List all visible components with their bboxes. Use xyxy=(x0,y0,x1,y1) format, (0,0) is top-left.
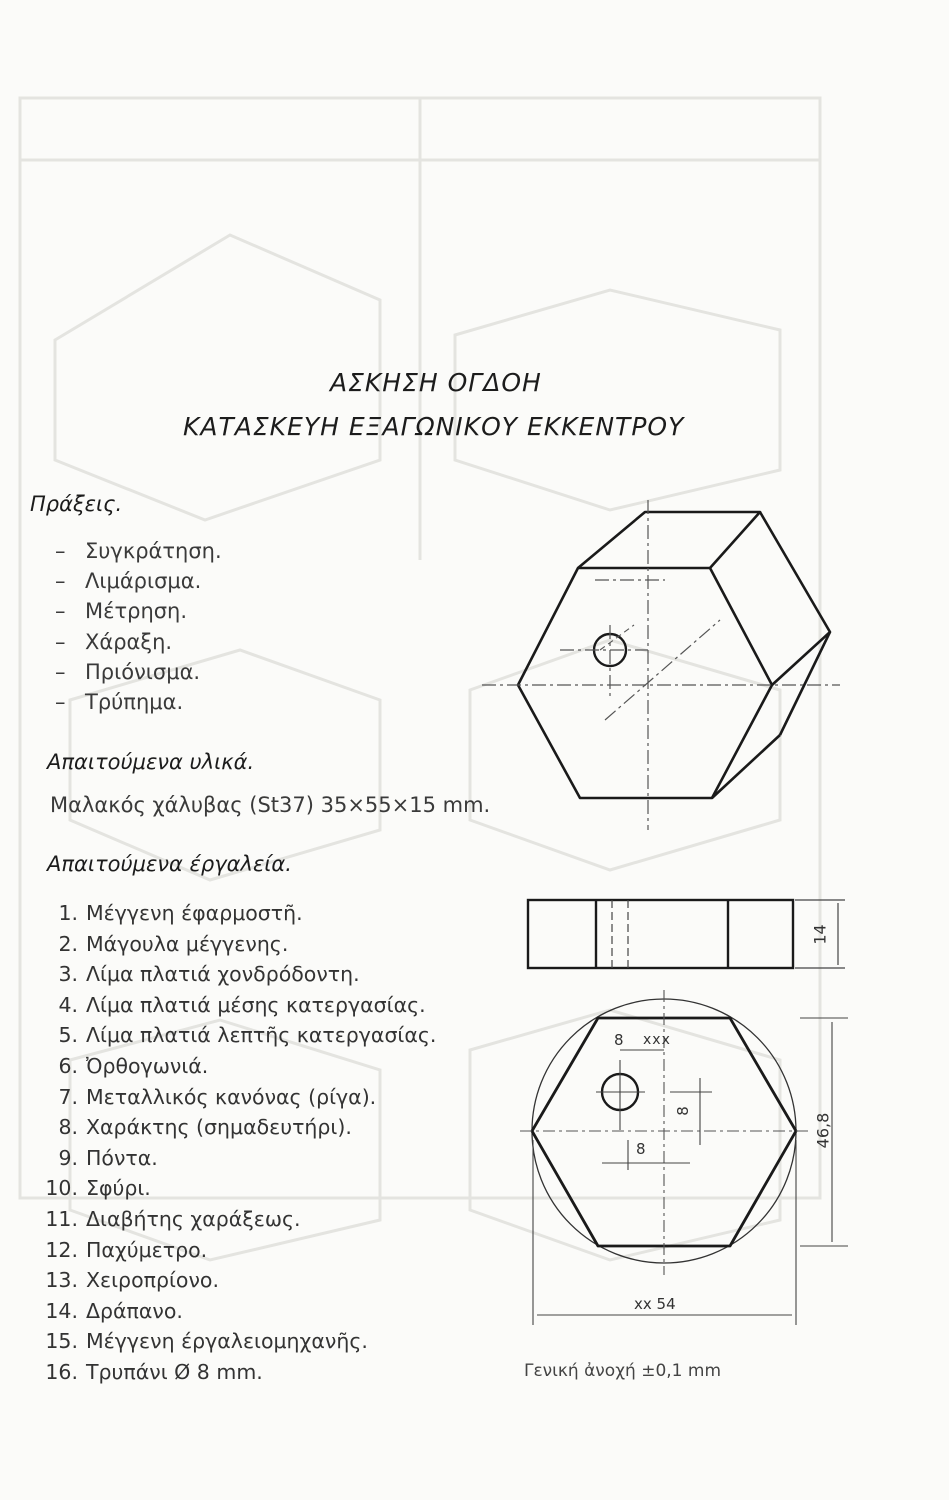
list-item: – Τρύπημα. xyxy=(55,689,184,714)
material-spec: Μαλακός χάλυβας (St37) 35×55×15 mm. xyxy=(50,793,491,817)
list-item: 16. Τρυπάνι Ø 8 mm. xyxy=(45,1359,263,1384)
height-dimension: 46,8 xyxy=(813,1112,833,1149)
list-item: 7. Μεταλλικός κανόνας (ρίγα). xyxy=(58,1084,377,1109)
tools-heading: Απαιτούμενα έργαλεία. xyxy=(47,852,292,876)
list-item: 2. Μάγουλα μέγγενης. xyxy=(58,931,289,956)
list-item: 8. Χαράκτης (σημαδευτήρι). xyxy=(58,1115,352,1140)
list-item: – Χάραξη. xyxy=(55,629,173,654)
hole-offset-x2: 8 xyxy=(636,1140,646,1158)
hole-offset-x-tolerance: xxx xyxy=(643,1032,671,1048)
list-item: 11. Διαβήτης χαράξεως. xyxy=(45,1206,301,1231)
list-item: 6. Ὀρθογωνιά. xyxy=(58,1053,209,1078)
list-item: 1. Μέγγενη έφαρμοστῆ. xyxy=(58,901,303,925)
list-item: – Πριόνισμα. xyxy=(55,659,201,684)
list-item: – Συγκράτηση. xyxy=(55,539,222,563)
width-dimension: xx 54 xyxy=(634,1295,676,1313)
list-item: 4. Λίμα πλατιά μέσης κατεργασίας. xyxy=(58,992,426,1017)
list-item: 13. Χειροπρίονο. xyxy=(45,1268,219,1293)
list-item: – Μέτρηση. xyxy=(55,599,188,624)
hole-offset-x: 8 xyxy=(614,1031,624,1049)
list-item: 10. Σφύρι. xyxy=(45,1176,151,1201)
actions-heading: Πράξεις. xyxy=(30,492,123,516)
materials-heading: Απαιτούμενα υλικά. xyxy=(47,750,255,774)
page-subtitle: ΚΑΤΑΣΚΕΥΗ ΕΞΑΓΩΝΙΚΟΥ ΕΚΚΕΝΤΡΟΥ xyxy=(183,412,685,441)
thickness-dimension: 14 xyxy=(810,924,830,945)
page-title: ΑΣΚΗΣΗ ΟΓΔΟΗ xyxy=(330,368,542,397)
list-item: 3. Λίμα πλατιά χονδρόδοντη. xyxy=(58,962,360,987)
tolerance-note: Γενική ἀνοχή ±0,1 mm xyxy=(524,1361,722,1381)
list-item: 9. Πόντα. xyxy=(58,1145,158,1170)
list-item: 5. Λίμα πλατιά λεπτῆς κατεργασίας. xyxy=(58,1023,437,1048)
list-item: 14. Δράπανο. xyxy=(45,1298,183,1323)
hole-offset-y: 8 xyxy=(673,1106,692,1116)
list-item: 12. Παχύμετρο. xyxy=(45,1237,208,1262)
list-item: 15. Μέγγενη έργαλειομηχανῆς. xyxy=(45,1329,368,1354)
list-item: – Λιμάρισμα. xyxy=(55,569,202,594)
